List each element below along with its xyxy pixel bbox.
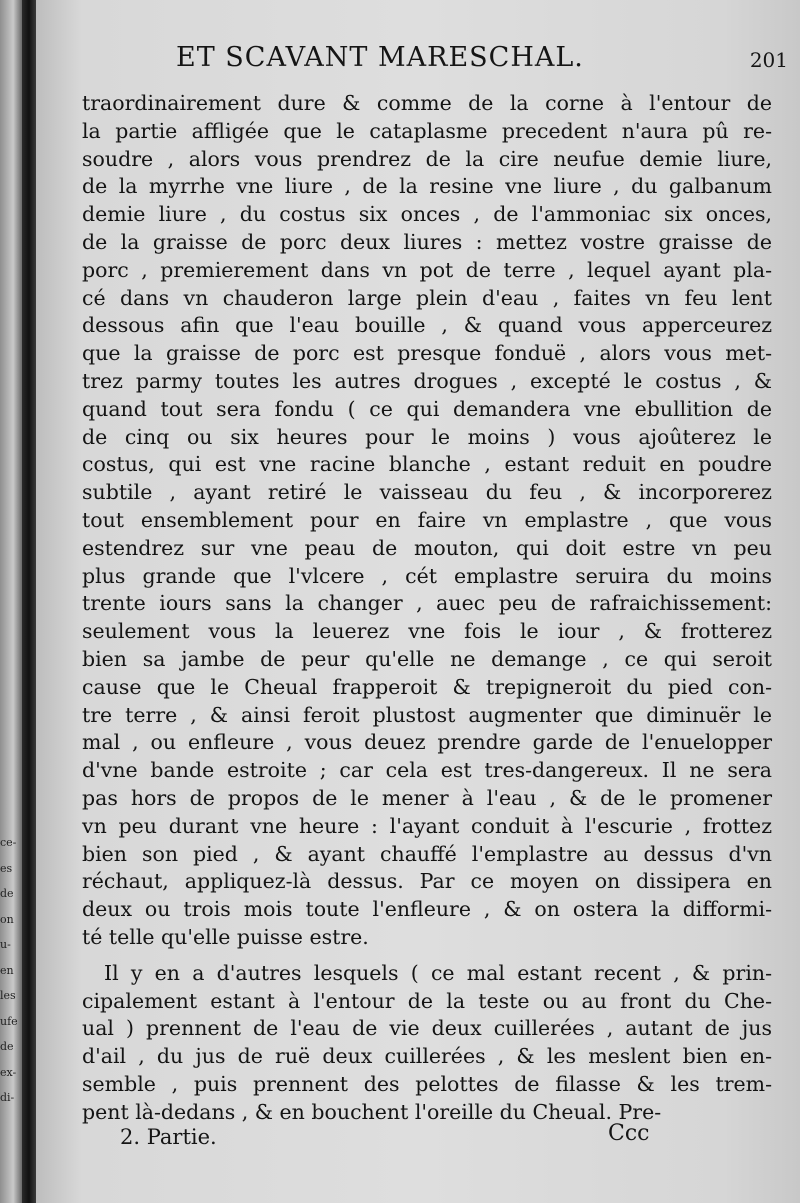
text-line: quand tout sera fondu ( ce qui demandera vne ebullition de bbox=[82, 396, 772, 421]
paragraph-1 bbox=[82, 90, 772, 952]
text-line: soudre , alors vous prendrez de la cire neufue demie liure, bbox=[82, 146, 772, 171]
text-line: trente iours sans la changer , auec peu de rafraichissement: bbox=[82, 591, 772, 616]
facing-page-text-fragments bbox=[0, 830, 22, 1111]
margin-fragment: ufe bbox=[0, 1014, 18, 1028]
text-line: vn peu durant vne heure : l'ayant conduit à l'escurie , frottez bbox=[82, 813, 772, 838]
text-line: réchaut, appliquez-là dessus. Par ce moyen on dissipera en bbox=[82, 869, 772, 894]
text-line: demie liure , du costus six onces , de l'ammoniac six onces, bbox=[82, 202, 772, 227]
text-line: seulement vous la leuerez vne fois le iour , & frotterez bbox=[82, 619, 772, 644]
margin-fragment: de bbox=[0, 887, 14, 900]
text-line: deux ou trois mois toute l'enfleure , & on ostera la difformi- bbox=[82, 897, 772, 922]
book-page bbox=[36, 0, 800, 1203]
text-line: mal , ou enfleure , vous deuez prendre garde de l'enuelopper bbox=[82, 730, 772, 755]
running-title: ET SCAVANT MARESCHAL. bbox=[176, 42, 584, 73]
text-line: bien son pied , & ayant chauffé l'emplastre au dessus d'vn bbox=[82, 841, 772, 866]
margin-fragment: de bbox=[0, 1040, 14, 1053]
text-line: cipalement estant à l'entour de la teste ou au front du Che- bbox=[82, 988, 772, 1013]
margin-fragment: les bbox=[0, 989, 16, 1002]
margin-fragment: u- bbox=[0, 938, 11, 951]
text-line: porc , premierement dans vn pot de terre , lequel ayant pla- bbox=[82, 257, 772, 282]
text-line: pent là-dedans , & en bouchent l'oreille du Cheual. Pre- bbox=[82, 1099, 662, 1124]
margin-fragment: es bbox=[0, 861, 13, 875]
text-line: de cinq ou six heures pour le moins ) vous ajoûterez le bbox=[82, 424, 772, 449]
text-line: traordinairement dure & comme de la corne à l'entour de bbox=[82, 91, 772, 115]
text-line: tout ensemblement pour en faire vn emplastre , que vous bbox=[82, 507, 772, 532]
text-line: trez parmy toutes les autres drogues , excepté le costus , & bbox=[82, 368, 772, 393]
text-line: cause que le Cheual frapperoit & trepigneroit du pied con- bbox=[82, 674, 772, 699]
text-line: pas hors de propos de le mener à l'eau , & de le promener bbox=[82, 785, 772, 810]
signature-mark: Ccc bbox=[608, 1121, 650, 1146]
text-line: de la graisse de porc deux liures : mettez vostre graisse de bbox=[82, 229, 772, 254]
text-line: de la myrrhe vne liure , de la resine vne liure , du galbanum bbox=[82, 174, 772, 199]
text-line: dessous afin que l'eau bouille , & quand vous apperceurez bbox=[82, 313, 772, 338]
margin-fragment: ce- bbox=[0, 836, 17, 849]
margin-fragment: di- bbox=[0, 1091, 15, 1104]
text-line: tre terre , & ainsi feroit plustost augmenter que diminuër le bbox=[82, 702, 772, 727]
body-text bbox=[82, 90, 772, 1126]
text-line: que la graisse de porc est presque fonduë , alors vous met- bbox=[82, 341, 772, 366]
signature-part-label: 2. Partie. bbox=[120, 1125, 217, 1149]
margin-fragment: en bbox=[0, 963, 14, 977]
margin-fragment: ex- bbox=[0, 1065, 17, 1079]
book-gutter bbox=[22, 0, 36, 1203]
text-line: d'vne bande estroite ; car cela est tres-dangereux. Il ne sera bbox=[82, 758, 772, 783]
text-line: costus, qui est vne racine blanche , estant reduit en poudre bbox=[82, 452, 772, 477]
page-number: 201 bbox=[749, 48, 788, 72]
text-line: semble , puis prennent des pelottes de filasse & les trem- bbox=[82, 1071, 772, 1096]
text-line: Il y en a d'autres lesquels ( ce mal estant recent , & prin- bbox=[104, 960, 772, 985]
text-line: estendrez sur vne peau de mouton, qui doit estre vn peu bbox=[82, 535, 772, 560]
text-line: la partie affligée que le cataplasme precedent n'aura pû re- bbox=[82, 118, 772, 143]
paragraph-2 bbox=[82, 960, 772, 1127]
text-line: d'ail , du jus de ruë deux cuillerées , & les meslent bien en- bbox=[82, 1044, 772, 1069]
text-line: té telle qu'elle puisse estre. bbox=[82, 924, 369, 949]
text-line: plus grande que l'vlcere , cét emplastre seruira du moins bbox=[82, 563, 772, 588]
text-line: ual ) prennent de l'eau de vie deux cuillerées , autant de jus bbox=[82, 1016, 772, 1041]
margin-fragment: on bbox=[0, 912, 14, 926]
text-line: bien sa jambe de peur qu'elle ne demange , ce qui seroit bbox=[82, 646, 772, 671]
text-line: subtile , ayant retiré le vaisseau du feu , & incorporerez bbox=[82, 480, 772, 505]
text-line: cé dans vn chauderon large plein d'eau , faites vn feu lent bbox=[82, 285, 772, 310]
